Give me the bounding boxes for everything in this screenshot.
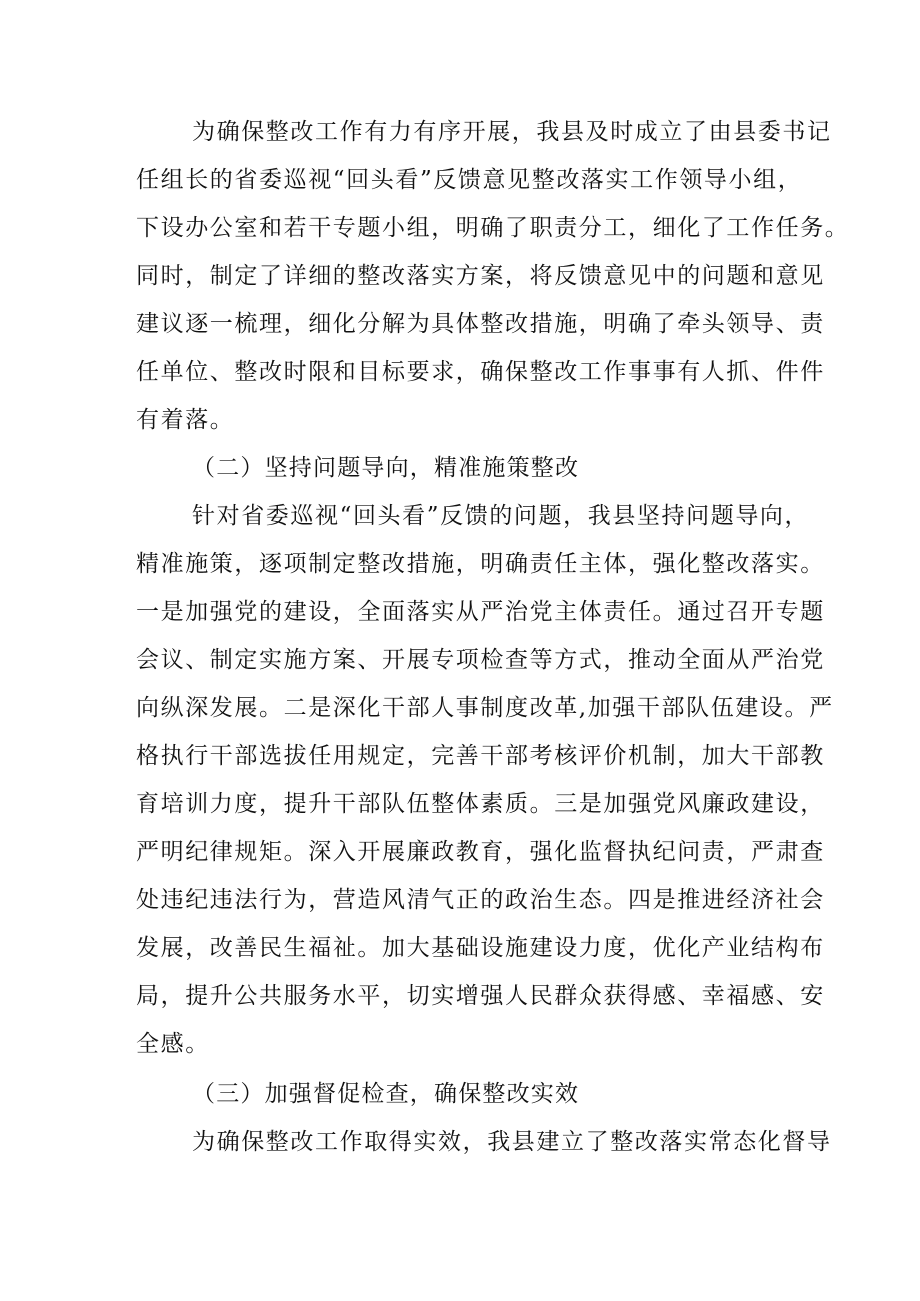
section-heading-2: （二）坚持问题导向，精准施策整改	[192, 455, 580, 481]
paragraph-2-line-1: 针对省委巡视“回头看”反馈的问题，我县坚持问题导向，	[192, 503, 810, 529]
paragraph-1-line-7: 有着落。	[136, 407, 235, 433]
paragraph-1-line-1: 为确保整改工作有力有序开展，我县及时成立了由县委书记	[192, 119, 832, 145]
paragraph-2-line-11: 局，提升公共服务水平，切实增强人民群众获得感、幸福感、安	[136, 983, 825, 1009]
paragraph-1-line-3: 下设办公室和若干专题小组，明确了职责分工，细化了工作任务。	[136, 215, 850, 241]
paragraph-1-line-4: 同时，制定了详细的整改落实方案，将反馈意见中的问题和意见	[136, 263, 825, 289]
paragraph-2-line-7: 育培训力度，提升干部队伍整体素质。三是加强党风廉政建设，	[136, 791, 825, 817]
paragraph-2-line-3: 一是加强党的建设，全面落实从严治党主体责任。通过召开专题	[136, 599, 825, 625]
section-heading-3: （三）加强督促检查，确保整改实效	[192, 1081, 580, 1107]
paragraph-2-line-12: 全感。	[136, 1031, 210, 1057]
paragraph-3-line-1: 为确保整改工作取得实效，我县建立了整改落实常态化督导	[192, 1129, 832, 1155]
paragraph-2-line-4: 会议、制定实施方案、开展专项检查等方式，推动全面从严治党	[136, 647, 825, 673]
paragraph-1-line-2: 任组长的省委巡视“回头看”反馈意见整改落实工作领导小组，	[136, 167, 803, 193]
paragraph-2-line-8: 严明纪律规矩。深入开展廉政教育，强化监督执纪问责，严肃查	[136, 839, 825, 865]
paragraph-2-line-6: 格执行干部选拔任用规定，完善干部考核评价机制，加大干部教	[136, 743, 825, 769]
paragraph-2-line-9: 处违纪违法行为，营造风清气正的政治生态。四是推进经济社会	[136, 887, 825, 913]
paragraph-2-line-10: 发展，改善民生福祉。加大基础设施建设力度，优化产业结构布	[136, 935, 825, 961]
paragraph-2-line-2: 精准施策，逐项制定整改措施，明确责任主体，强化整改落实。	[136, 551, 825, 577]
paragraph-1-line-5: 建议逐一梳理，细化分解为具体整改措施，明确了牵头领导、责	[136, 311, 825, 337]
paragraph-1-line-6: 任单位、整改时限和目标要求，确保整改工作事事有人抓、件件	[136, 359, 825, 385]
paragraph-2-line-5: 向纵深发展。二是深化干部人事制度改革,加强干部队伍建设。严	[136, 695, 834, 721]
